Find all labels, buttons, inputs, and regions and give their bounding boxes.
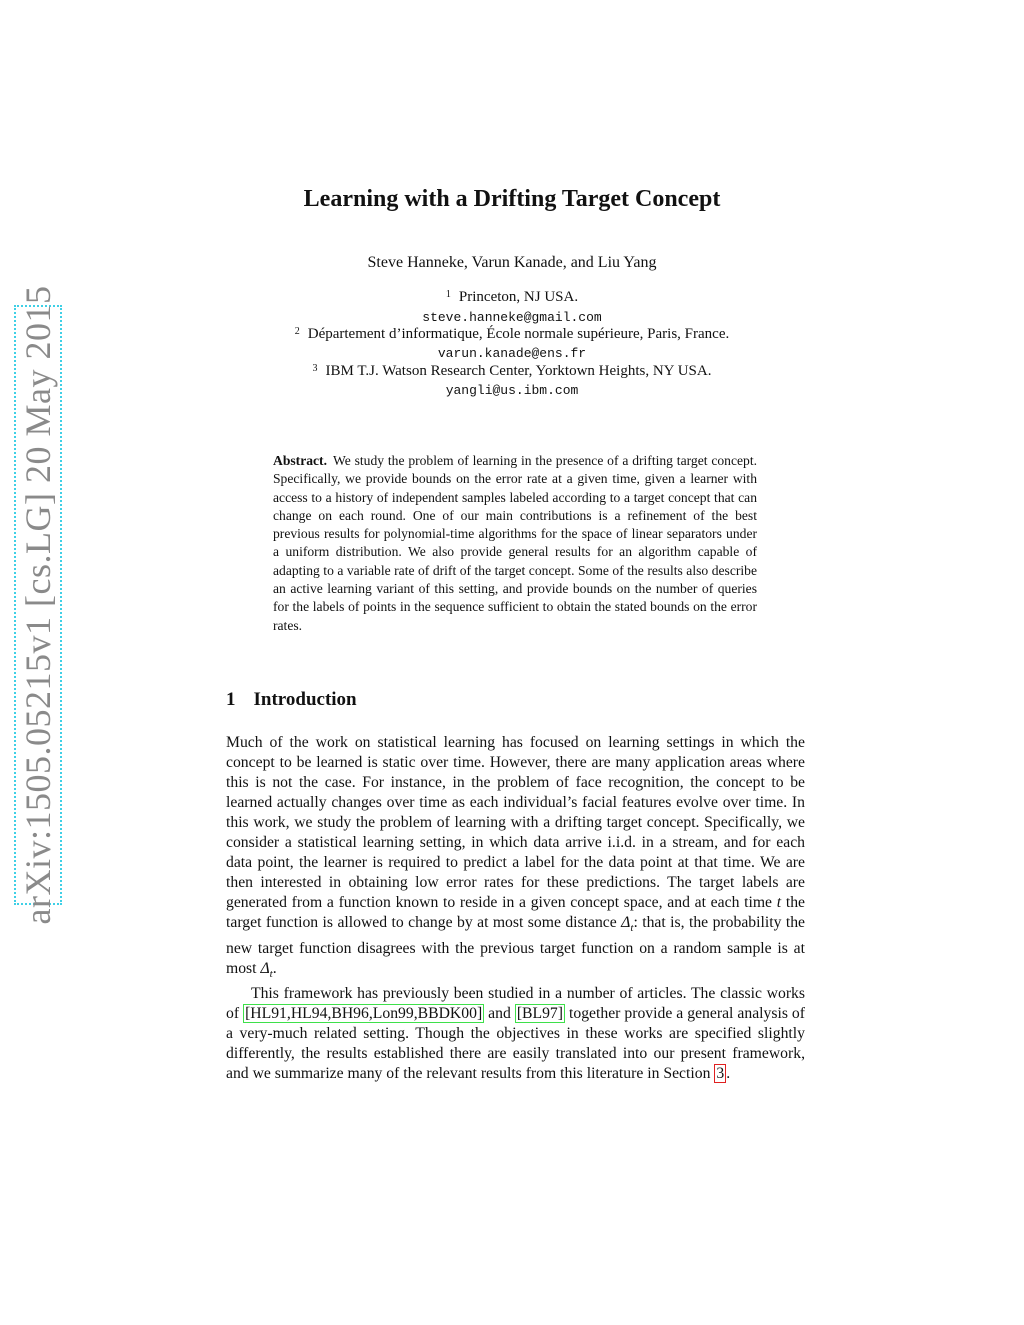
section-reference-link[interactable]: 3	[716, 1065, 725, 1083]
math-variable-t: t	[776, 894, 782, 912]
affiliation-mark: 1	[445, 289, 451, 300]
citation-separator: ,	[413, 1004, 418, 1022]
abstract-label: Abstract.	[273, 453, 327, 468]
math-delta: Δ	[621, 914, 631, 932]
affiliation-2	[0, 326, 1024, 343]
affiliation-1	[0, 289, 1024, 306]
paragraph-text: Much of the work on statistical learning has focused on learning settings in which the concept to be learned is static over time. However, there are many application areas where this is not the case. For instance, in the problem of face recognition, the concept to be learned actually changes over time as each individual’s facial features evolve over time. In this work, we study the problem of learning with a drifting target concept. Specifically, we consider a statistical learning setting, in which data arrive i.i.d. in a stream, and for each data point, the learner is required to predict a label for the data point at that time. We are then interested in obtaining low error rates for these predictions. The target labels are generated from a function known to reside in a given concept space, and at each time	[226, 734, 805, 912]
abstract	[273, 452, 757, 635]
citation-bracket: ]	[476, 1004, 483, 1022]
citation-link[interactable]: BH96	[331, 1004, 369, 1022]
arxiv-identifier: arXiv:1505.05215v1 [cs.LG] 20 May 2015	[18, 285, 58, 925]
citation-link[interactable]: BBDK00	[417, 1004, 477, 1022]
paragraph-text: the target function is allowed to change by at most some distance	[226, 894, 805, 932]
affiliation-mark: 3	[312, 363, 318, 374]
affiliation-3	[0, 363, 1024, 380]
affiliation-text: IBM T.J. Watson Research Center, Yorktown Heights, NY USA.	[325, 363, 712, 379]
section-number: 1	[226, 689, 236, 710]
math-subscript: t	[630, 922, 634, 935]
citation-separator: ,	[368, 1004, 373, 1022]
affiliation-text: Princeton, NJ USA.	[458, 289, 579, 305]
math-subscript: t	[269, 967, 273, 980]
paragraph-2	[226, 984, 805, 1084]
affiliation-mark: 2	[294, 326, 300, 337]
math-delta: Δ	[260, 959, 270, 977]
citation-link-bl97[interactable]: [BL97]	[516, 1004, 563, 1022]
paper-title: Learning with a Drifting Target Concept	[303, 186, 721, 212]
paragraph-text: .	[726, 1065, 731, 1083]
paragraph-text: This framework has previously been studied in a number of articles. The classic works of	[226, 984, 805, 1022]
paragraph-text: : that is, the probability the new target function disagrees with the previous target function on a random sample is at most	[226, 914, 805, 977]
citation-link[interactable]: Lon99	[372, 1004, 414, 1022]
email-3: yangli@us.ibm.com	[445, 383, 579, 398]
paragraph-text: .	[272, 959, 277, 977]
paragraph-text: and	[484, 1004, 515, 1022]
author-list: Steve Hanneke, Varun Kanade, and Liu Yang	[367, 254, 657, 271]
abstract-text: We study the problem of learning in the presence of a drifting target concept. Specifically, we provide bounds on the error rate at a given time, given a learner with access to a history of independent samples labeled according to a target concept that can change on each round. One of our main contributions is a refinement of the best previous results for polynomial-time algorithms for the space of linear separators under a uniform distribution. We also provide general results for an algorithm capable of adapting to a variable rate of drift of the target concept. Some of the results also describe an active learning variant of this setting, and provide bounds on the number of queries for the labels of points in the sequence sufficient to obtain the stated bounds on the error rates.	[273, 453, 757, 633]
citation-bracket: [	[245, 1004, 251, 1022]
section-title: Introduction	[253, 689, 357, 710]
section-heading-introduction	[226, 689, 357, 711]
introduction-body	[226, 733, 805, 1084]
citation-link-group[interactable]	[243, 1004, 484, 1023]
citation-separator: ,	[286, 1004, 291, 1022]
citation-separator: ,	[327, 1004, 332, 1022]
citation-link[interactable]: HL94	[290, 1004, 328, 1022]
affiliation-text: Département d’informatique, École normale supérieure, Paris, France.	[307, 326, 730, 342]
citation-link[interactable]: HL91	[250, 1004, 287, 1022]
paragraph-text: together provide a general analysis of a very-much related setting. Though the objectives in these works are specified slightly differently, the results established there are easily translated into our present framework, and we summarize many of the relevant results from this literature in Section	[226, 1004, 805, 1083]
email-1: steve.hanneke@gmail.com	[422, 310, 602, 325]
email-2: varun.kanade@ens.fr	[437, 346, 587, 361]
paragraph-1	[226, 733, 805, 984]
